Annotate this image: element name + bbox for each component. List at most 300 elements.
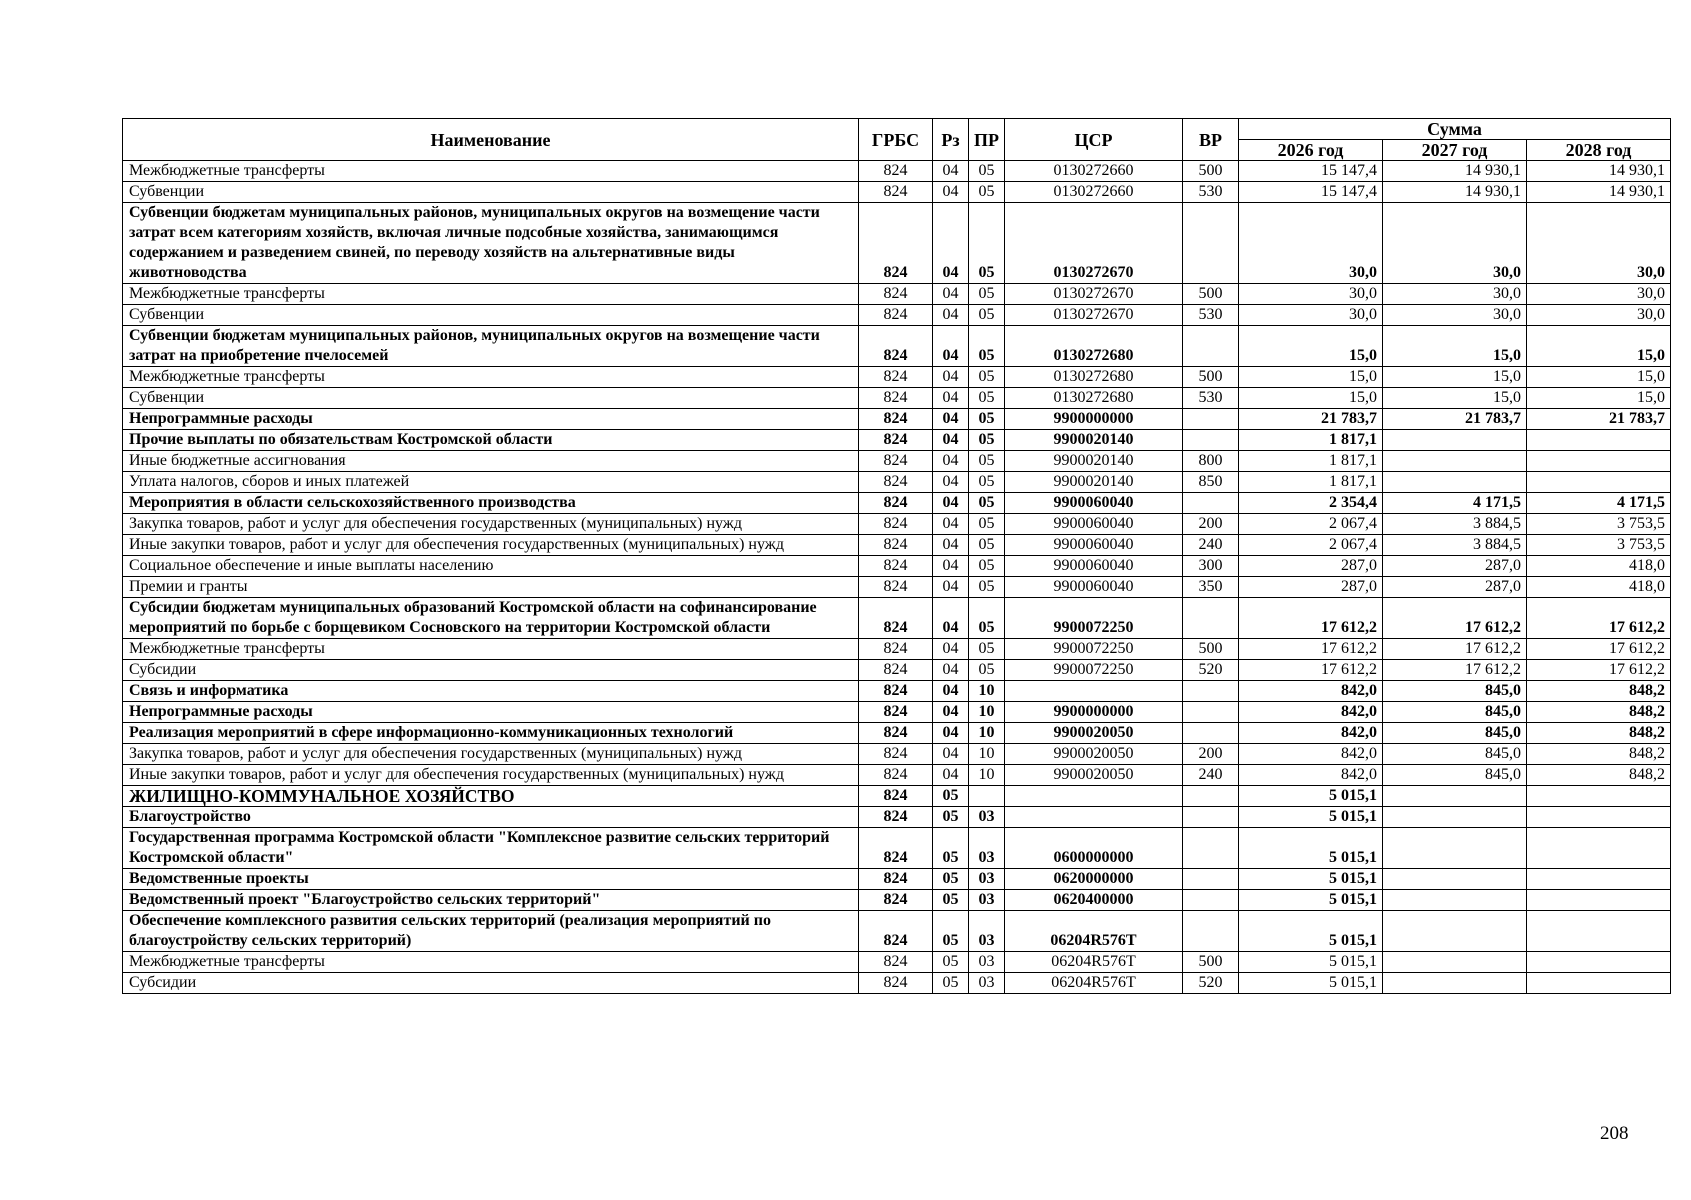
cell-y2028: 418,0 [1527,577,1671,598]
cell-rz: 04 [933,182,969,203]
cell-y2027: 14 930,1 [1383,182,1527,203]
cell-grbs: 824 [859,367,933,388]
cell-rz: 04 [933,639,969,660]
cell-y2027: 287,0 [1383,556,1527,577]
cell-grbs: 824 [859,388,933,409]
table-row [123,681,1671,702]
cell-grbs: 824 [859,681,933,702]
table-row [123,556,1671,577]
cell-csr: 9900020050 [1005,765,1183,786]
cell-y2026: 15,0 [1239,388,1383,409]
cell-y2026: 5 015,1 [1239,828,1383,869]
cell-csr: 9900020050 [1005,723,1183,744]
cell-y2028: 848,2 [1527,765,1671,786]
cell-rz: 04 [933,681,969,702]
cell-y2027: 30,0 [1383,305,1527,326]
cell-pr [969,786,1005,807]
cell-pr: 05 [969,493,1005,514]
cell-grbs: 824 [859,702,933,723]
cell-name: Субвенции [123,305,859,326]
cell-grbs: 824 [859,556,933,577]
header-csr: ЦСР [1005,119,1183,161]
cell-vr [1183,493,1239,514]
cell-csr: 9900020050 [1005,744,1183,765]
cell-y2028: 17 612,2 [1527,660,1671,681]
cell-y2028: 848,2 [1527,681,1671,702]
cell-rz: 04 [933,326,969,367]
cell-grbs: 824 [859,577,933,598]
cell-y2027 [1383,430,1527,451]
cell-csr: 0130272660 [1005,182,1183,203]
cell-pr: 05 [969,639,1005,660]
cell-name: Социальное обеспечение и иные выплаты населению [123,556,859,577]
cell-y2027 [1383,911,1527,952]
table-row [123,660,1671,681]
table-row [123,451,1671,472]
cell-csr [1005,786,1183,807]
cell-vr: 500 [1183,952,1239,973]
cell-pr: 10 [969,744,1005,765]
cell-y2028: 14 930,1 [1527,161,1671,182]
cell-name: Межбюджетные трансферты [123,161,859,182]
cell-pr: 05 [969,305,1005,326]
cell-rz: 04 [933,493,969,514]
cell-vr: 350 [1183,577,1239,598]
header-pr: ПР [969,119,1005,161]
header-grbs: ГРБС [859,119,933,161]
cell-name: Межбюджетные трансферты [123,284,859,305]
cell-y2026: 30,0 [1239,284,1383,305]
cell-y2026: 2 067,4 [1239,535,1383,556]
cell-name: Связь и информатика [123,681,859,702]
cell-rz: 04 [933,660,969,681]
cell-csr: 0130272670 [1005,305,1183,326]
cell-y2028: 848,2 [1527,723,1671,744]
cell-csr: 0620000000 [1005,869,1183,890]
cell-y2027: 15,0 [1383,367,1527,388]
cell-y2027: 21 783,7 [1383,409,1527,430]
cell-grbs: 824 [859,305,933,326]
cell-grbs: 824 [859,409,933,430]
cell-grbs: 824 [859,765,933,786]
cell-csr: 9900060040 [1005,535,1183,556]
cell-vr: 200 [1183,514,1239,535]
cell-vr [1183,409,1239,430]
cell-name: Уплата налогов, сборов и иных платежей [123,472,859,493]
table-row [123,952,1671,973]
table-row [123,639,1671,660]
cell-rz: 04 [933,577,969,598]
cell-y2026: 842,0 [1239,765,1383,786]
cell-y2028: 14 930,1 [1527,182,1671,203]
cell-vr [1183,326,1239,367]
cell-y2028: 15,0 [1527,326,1671,367]
cell-vr: 520 [1183,660,1239,681]
cell-name: Субсидии [123,973,859,994]
cell-vr: 800 [1183,451,1239,472]
cell-csr: 06204R576T [1005,911,1183,952]
cell-csr: 0130272670 [1005,203,1183,284]
table-row [123,284,1671,305]
cell-y2026: 5 015,1 [1239,911,1383,952]
table-body [123,161,1671,994]
cell-y2026: 15 147,4 [1239,182,1383,203]
table-row [123,723,1671,744]
cell-vr [1183,681,1239,702]
cell-pr: 03 [969,828,1005,869]
cell-pr: 10 [969,681,1005,702]
cell-name: Межбюджетные трансферты [123,952,859,973]
cell-csr: 9900060040 [1005,556,1183,577]
cell-pr: 10 [969,765,1005,786]
cell-grbs: 824 [859,744,933,765]
cell-vr: 850 [1183,472,1239,493]
cell-grbs: 824 [859,326,933,367]
cell-y2027 [1383,973,1527,994]
cell-vr: 530 [1183,182,1239,203]
cell-pr: 03 [969,807,1005,828]
cell-y2026: 5 015,1 [1239,973,1383,994]
cell-grbs: 824 [859,284,933,305]
cell-y2026: 1 817,1 [1239,472,1383,493]
cell-pr: 10 [969,702,1005,723]
cell-vr [1183,203,1239,284]
cell-rz: 04 [933,535,969,556]
cell-y2028 [1527,828,1671,869]
table-row [123,535,1671,556]
cell-vr: 530 [1183,388,1239,409]
cell-y2026: 5 015,1 [1239,890,1383,911]
cell-grbs: 824 [859,535,933,556]
cell-grbs: 824 [859,807,933,828]
cell-vr: 520 [1183,973,1239,994]
cell-y2026: 30,0 [1239,305,1383,326]
cell-vr: 240 [1183,765,1239,786]
cell-rz: 04 [933,367,969,388]
cell-y2026: 842,0 [1239,681,1383,702]
cell-pr: 05 [969,535,1005,556]
table-row [123,890,1671,911]
cell-name: Премии и гранты [123,577,859,598]
cell-y2026: 15,0 [1239,326,1383,367]
cell-y2027: 30,0 [1383,284,1527,305]
cell-csr: 06204R576T [1005,973,1183,994]
cell-csr: 9900060040 [1005,577,1183,598]
cell-y2028: 4 171,5 [1527,493,1671,514]
table-row [123,744,1671,765]
cell-pr: 05 [969,430,1005,451]
cell-y2026: 5 015,1 [1239,786,1383,807]
cell-y2027: 3 884,5 [1383,514,1527,535]
table-row [123,203,1671,284]
cell-y2026: 1 817,1 [1239,451,1383,472]
table-row [123,807,1671,828]
cell-y2027: 15,0 [1383,388,1527,409]
cell-pr: 05 [969,598,1005,639]
table-row [123,598,1671,639]
cell-y2027 [1383,890,1527,911]
cell-y2026: 287,0 [1239,577,1383,598]
cell-y2028 [1527,451,1671,472]
header-year-2027: 2027 год [1383,140,1527,161]
cell-name: Непрограммные расходы [123,409,859,430]
header-rz: Рз [933,119,969,161]
cell-csr: 9900000000 [1005,702,1183,723]
cell-name: Субвенции [123,388,859,409]
cell-csr: 9900060040 [1005,514,1183,535]
cell-grbs: 824 [859,203,933,284]
cell-vr: 500 [1183,367,1239,388]
cell-pr: 05 [969,660,1005,681]
cell-grbs: 824 [859,869,933,890]
cell-rz: 04 [933,161,969,182]
cell-rz: 04 [933,598,969,639]
cell-grbs: 824 [859,639,933,660]
header-vr: ВР [1183,119,1239,161]
cell-csr [1005,681,1183,702]
cell-vr: 500 [1183,161,1239,182]
header-name: Наименование [123,119,859,161]
cell-y2028: 15,0 [1527,367,1671,388]
table-row [123,828,1671,869]
cell-pr: 05 [969,161,1005,182]
cell-y2028 [1527,472,1671,493]
cell-y2026: 842,0 [1239,723,1383,744]
cell-vr: 500 [1183,639,1239,660]
cell-vr: 300 [1183,556,1239,577]
cell-name: Иные закупки товаров, работ и услуг для обеспечения государственных (муниципальных) нужд [123,765,859,786]
cell-rz: 04 [933,284,969,305]
cell-csr: 0130272660 [1005,161,1183,182]
cell-rz: 04 [933,203,969,284]
cell-y2026: 842,0 [1239,744,1383,765]
cell-y2026: 21 783,7 [1239,409,1383,430]
table-row [123,182,1671,203]
cell-y2027: 4 171,5 [1383,493,1527,514]
cell-y2028: 418,0 [1527,556,1671,577]
cell-pr: 05 [969,514,1005,535]
cell-name: Мероприятия в области сельскохозяйственного производства [123,493,859,514]
cell-rz: 05 [933,807,969,828]
cell-pr: 05 [969,388,1005,409]
cell-pr: 05 [969,326,1005,367]
cell-y2026: 17 612,2 [1239,660,1383,681]
cell-vr: 500 [1183,284,1239,305]
cell-rz: 05 [933,869,969,890]
cell-vr [1183,869,1239,890]
page-number: 208 [1600,1123,1629,1144]
cell-grbs: 824 [859,973,933,994]
cell-name: Ведомственные проекты [123,869,859,890]
table-row [123,409,1671,430]
cell-rz: 04 [933,702,969,723]
cell-pr: 05 [969,367,1005,388]
cell-vr [1183,702,1239,723]
cell-y2027 [1383,869,1527,890]
cell-y2027: 845,0 [1383,723,1527,744]
cell-y2026: 5 015,1 [1239,952,1383,973]
cell-pr: 03 [969,911,1005,952]
cell-y2028: 15,0 [1527,388,1671,409]
cell-y2027: 14 930,1 [1383,161,1527,182]
cell-y2026: 15 147,4 [1239,161,1383,182]
cell-grbs: 824 [859,493,933,514]
cell-y2026: 842,0 [1239,702,1383,723]
cell-vr [1183,786,1239,807]
cell-y2028 [1527,890,1671,911]
cell-y2028 [1527,807,1671,828]
table-row [123,430,1671,451]
cell-csr: 0130272680 [1005,326,1183,367]
cell-vr [1183,598,1239,639]
cell-rz: 04 [933,305,969,326]
cell-csr: 0130272680 [1005,388,1183,409]
cell-csr [1005,807,1183,828]
cell-y2027 [1383,472,1527,493]
cell-y2028 [1527,952,1671,973]
cell-grbs: 824 [859,911,933,952]
cell-y2027: 30,0 [1383,203,1527,284]
cell-name: Закупка товаров, работ и услуг для обеспечения государственных (муниципальных) нужд [123,744,859,765]
cell-y2027 [1383,786,1527,807]
cell-rz: 04 [933,388,969,409]
cell-rz: 04 [933,744,969,765]
cell-y2026: 30,0 [1239,203,1383,284]
cell-y2026: 5 015,1 [1239,869,1383,890]
cell-rz: 05 [933,952,969,973]
table-row [123,911,1671,952]
cell-y2027 [1383,828,1527,869]
cell-vr [1183,890,1239,911]
cell-pr: 10 [969,723,1005,744]
cell-csr: 0600000000 [1005,828,1183,869]
cell-y2028: 17 612,2 [1527,598,1671,639]
cell-csr: 9900072250 [1005,639,1183,660]
cell-y2026: 5 015,1 [1239,807,1383,828]
cell-pr: 03 [969,890,1005,911]
cell-y2026: 17 612,2 [1239,639,1383,660]
cell-csr: 9900060040 [1005,493,1183,514]
cell-csr: 0130272670 [1005,284,1183,305]
cell-name: Межбюджетные трансферты [123,639,859,660]
cell-y2028: 30,0 [1527,305,1671,326]
cell-y2027 [1383,451,1527,472]
header-year-2028: 2028 год [1527,140,1671,161]
cell-vr: 530 [1183,305,1239,326]
cell-csr: 0620400000 [1005,890,1183,911]
table-row [123,161,1671,182]
cell-rz: 04 [933,409,969,430]
cell-grbs: 824 [859,451,933,472]
cell-name: Субвенции бюджетам муниципальных районов, муниципальных округов на возмещение части затрат всем категориям хозяйств, включая личные подсобные хозяйства, занимающимся содержанием и разведением свиней, по переводу хозяйств на альтернативные виды животноводства [123,203,859,284]
cell-vr [1183,430,1239,451]
cell-csr: 9900072250 [1005,660,1183,681]
cell-name: Обеспечение комплексного развития сельских территорий (реализация мероприятий по благоустройству сельских территорий) [123,911,859,952]
header-year-2026: 2026 год [1239,140,1383,161]
cell-y2028: 30,0 [1527,203,1671,284]
cell-grbs: 824 [859,161,933,182]
cell-pr: 05 [969,577,1005,598]
table-row [123,493,1671,514]
budget-table [122,118,1671,994]
cell-grbs: 824 [859,952,933,973]
cell-y2027: 17 612,2 [1383,660,1527,681]
cell-y2028: 848,2 [1527,744,1671,765]
cell-rz: 05 [933,828,969,869]
cell-y2027: 15,0 [1383,326,1527,367]
cell-name: Благоустройство [123,807,859,828]
cell-csr: 9900072250 [1005,598,1183,639]
cell-csr: 0130272680 [1005,367,1183,388]
cell-vr [1183,828,1239,869]
table-row [123,973,1671,994]
cell-pr: 05 [969,284,1005,305]
cell-pr: 05 [969,451,1005,472]
cell-vr [1183,723,1239,744]
cell-grbs: 824 [859,182,933,203]
cell-rz: 05 [933,973,969,994]
cell-name: Субсидии бюджетам муниципальных образований Костромской области на софинансирование мероприятий по борьбе с борщевиком Сосновского на территории Костромской области [123,598,859,639]
cell-rz: 04 [933,451,969,472]
cell-y2027: 845,0 [1383,744,1527,765]
cell-y2028 [1527,430,1671,451]
cell-vr [1183,911,1239,952]
cell-name: Непрограммные расходы [123,702,859,723]
cell-y2028: 30,0 [1527,284,1671,305]
cell-name: Иные закупки товаров, работ и услуг для обеспечения государственных (муниципальных) нужд [123,535,859,556]
cell-rz: 05 [933,911,969,952]
cell-rz: 04 [933,765,969,786]
table-row [123,577,1671,598]
cell-grbs: 824 [859,472,933,493]
cell-name: Субвенции [123,182,859,203]
cell-rz: 05 [933,786,969,807]
cell-pr: 05 [969,409,1005,430]
cell-pr: 05 [969,182,1005,203]
cell-name: Государственная программа Костромской области "Комплексное развитие сельских территорий Костромской области" [123,828,859,869]
table-row [123,869,1671,890]
cell-pr: 03 [969,952,1005,973]
cell-pr: 03 [969,973,1005,994]
cell-y2027: 845,0 [1383,765,1527,786]
cell-grbs: 824 [859,598,933,639]
cell-y2027: 287,0 [1383,577,1527,598]
cell-grbs: 824 [859,514,933,535]
cell-rz: 04 [933,514,969,535]
cell-grbs: 824 [859,723,933,744]
cell-y2028 [1527,869,1671,890]
cell-y2026: 2 067,4 [1239,514,1383,535]
cell-y2028: 17 612,2 [1527,639,1671,660]
cell-y2028: 848,2 [1527,702,1671,723]
cell-rz: 04 [933,723,969,744]
cell-y2026: 2 354,4 [1239,493,1383,514]
cell-vr: 240 [1183,535,1239,556]
cell-name: Субсидии [123,660,859,681]
cell-name: Иные бюджетные ассигнования [123,451,859,472]
cell-y2026: 287,0 [1239,556,1383,577]
cell-csr: 06204R576T [1005,952,1183,973]
cell-y2026: 1 817,1 [1239,430,1383,451]
cell-csr: 9900020140 [1005,451,1183,472]
cell-rz: 04 [933,556,969,577]
cell-vr: 200 [1183,744,1239,765]
cell-vr [1183,807,1239,828]
table-row [123,326,1671,367]
cell-name: Закупка товаров, работ и услуг для обеспечения государственных (муниципальных) нужд [123,514,859,535]
table-row [123,305,1671,326]
cell-csr: 9900020140 [1005,430,1183,451]
